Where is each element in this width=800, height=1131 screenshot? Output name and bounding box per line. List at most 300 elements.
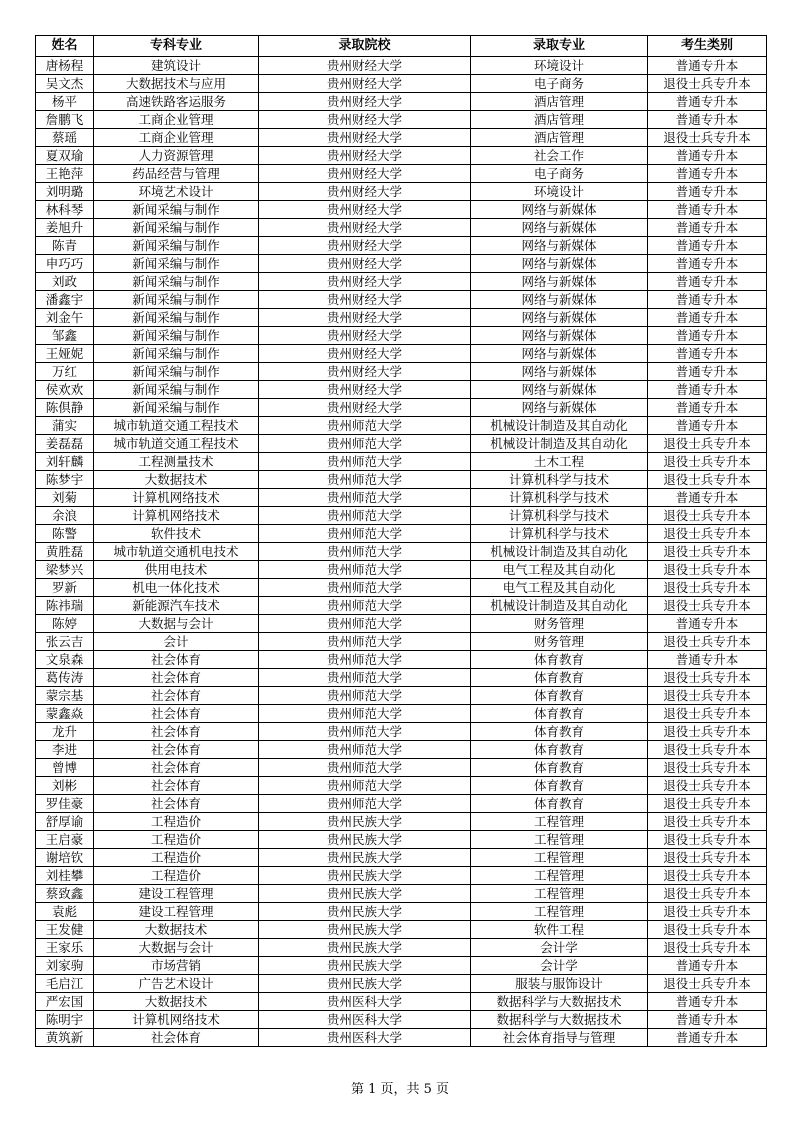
cell-college-major: 新闻采编与制作 xyxy=(94,363,259,381)
cell-admitted-university: 贵州民族大学 xyxy=(259,831,471,849)
table-row xyxy=(36,867,767,885)
table-row xyxy=(36,507,767,525)
cell-candidate-type: 普通专升本 xyxy=(648,309,767,327)
cell-candidate-type: 普通专升本 xyxy=(648,1029,767,1047)
cell-college-major: 社会体育 xyxy=(94,1029,259,1047)
cell-candidate-type: 退役士兵专升本 xyxy=(648,777,767,795)
cell-candidate-type: 退役士兵专升本 xyxy=(648,813,767,831)
cell-name: 侯欢欢 xyxy=(36,381,94,399)
cell-admitted-university: 贵州师范大学 xyxy=(259,561,471,579)
cell-admitted-major: 体育教育 xyxy=(471,651,648,669)
cell-admitted-university: 贵州医科大学 xyxy=(259,993,471,1011)
cell-admitted-university: 贵州民族大学 xyxy=(259,813,471,831)
cell-name: 蒙宗基 xyxy=(36,687,94,705)
cell-admitted-major: 酒店管理 xyxy=(471,111,648,129)
cell-admitted-university: 贵州财经大学 xyxy=(259,327,471,345)
cell-name: 葛传涛 xyxy=(36,669,94,687)
table-row xyxy=(36,687,767,705)
cell-admitted-major: 环境设计 xyxy=(471,183,648,201)
cell-admitted-major: 体育教育 xyxy=(471,705,648,723)
cell-college-major: 大数据技术与应用 xyxy=(94,75,259,93)
cell-name: 刘轩麟 xyxy=(36,453,94,471)
cell-admitted-university: 贵州财经大学 xyxy=(259,165,471,183)
table-row xyxy=(36,903,767,921)
table-row xyxy=(36,165,767,183)
table-row xyxy=(36,1011,767,1029)
cell-admitted-university: 贵州师范大学 xyxy=(259,651,471,669)
cell-candidate-type: 退役士兵专升本 xyxy=(648,741,767,759)
cell-name: 王启豪 xyxy=(36,831,94,849)
cell-name: 蒲实 xyxy=(36,417,94,435)
header-admitted-university: 录取院校 xyxy=(259,36,471,57)
table-row xyxy=(36,471,767,489)
cell-admitted-major: 计算机科学与技术 xyxy=(471,507,648,525)
cell-candidate-type: 退役士兵专升本 xyxy=(648,705,767,723)
cell-college-major: 新闻采编与制作 xyxy=(94,219,259,237)
cell-candidate-type: 普通专升本 xyxy=(648,183,767,201)
cell-admitted-major: 网络与新媒体 xyxy=(471,363,648,381)
cell-college-major: 高速铁路客运服务 xyxy=(94,93,259,111)
cell-admitted-university: 贵州财经大学 xyxy=(259,345,471,363)
cell-candidate-type: 普通专升本 xyxy=(648,291,767,309)
table-row xyxy=(36,255,767,273)
cell-college-major: 建设工程管理 xyxy=(94,885,259,903)
cell-name: 陈明宇 xyxy=(36,1011,94,1029)
cell-candidate-type: 普通专升本 xyxy=(648,615,767,633)
cell-college-major: 环境艺术设计 xyxy=(94,183,259,201)
cell-name: 刘明璐 xyxy=(36,183,94,201)
cell-admitted-university: 贵州师范大学 xyxy=(259,705,471,723)
cell-admitted-major: 网络与新媒体 xyxy=(471,345,648,363)
cell-college-major: 新闻采编与制作 xyxy=(94,309,259,327)
table-row xyxy=(36,453,767,471)
cell-admitted-university: 贵州师范大学 xyxy=(259,471,471,489)
cell-admitted-university: 贵州师范大学 xyxy=(259,759,471,777)
cell-admitted-major: 酒店管理 xyxy=(471,93,648,111)
cell-admitted-major: 网络与新媒体 xyxy=(471,237,648,255)
table-row xyxy=(36,957,767,975)
cell-candidate-type: 普通专升本 xyxy=(648,345,767,363)
cell-college-major: 工商企业管理 xyxy=(94,111,259,129)
cell-college-major: 新能源汽车技术 xyxy=(94,597,259,615)
cell-candidate-type: 退役士兵专升本 xyxy=(648,831,767,849)
cell-admitted-university: 贵州师范大学 xyxy=(259,723,471,741)
cell-college-major: 工程测量技术 xyxy=(94,453,259,471)
cell-admitted-university: 贵州财经大学 xyxy=(259,309,471,327)
cell-candidate-type: 普通专升本 xyxy=(648,273,767,291)
cell-admitted-university: 贵州民族大学 xyxy=(259,921,471,939)
cell-name: 张云吉 xyxy=(36,633,94,651)
cell-admitted-major: 体育教育 xyxy=(471,795,648,813)
cell-candidate-type: 退役士兵专升本 xyxy=(648,903,767,921)
cell-college-major: 社会体育 xyxy=(94,759,259,777)
table-row xyxy=(36,111,767,129)
cell-name: 陈警 xyxy=(36,525,94,543)
cell-admitted-major: 体育教育 xyxy=(471,741,648,759)
table-row xyxy=(36,885,767,903)
cell-candidate-type: 普通专升本 xyxy=(648,327,767,345)
cell-admitted-university: 贵州民族大学 xyxy=(259,903,471,921)
cell-admitted-university: 贵州财经大学 xyxy=(259,273,471,291)
cell-candidate-type: 退役士兵专升本 xyxy=(648,885,767,903)
cell-admitted-university: 贵州财经大学 xyxy=(259,57,471,75)
cell-name: 蔡致鑫 xyxy=(36,885,94,903)
cell-admitted-university: 贵州医科大学 xyxy=(259,1029,471,1047)
cell-admitted-university: 贵州民族大学 xyxy=(259,957,471,975)
cell-admitted-major: 计算机科学与技术 xyxy=(471,489,648,507)
cell-name: 刘家驹 xyxy=(36,957,94,975)
cell-admitted-major: 社会工作 xyxy=(471,147,648,165)
table-row xyxy=(36,921,767,939)
cell-admitted-university: 贵州师范大学 xyxy=(259,615,471,633)
cell-admitted-university: 贵州师范大学 xyxy=(259,795,471,813)
header-college-major: 专科专业 xyxy=(94,36,259,57)
cell-admitted-university: 贵州师范大学 xyxy=(259,633,471,651)
cell-name: 黄胜磊 xyxy=(36,543,94,561)
cell-admitted-major: 网络与新媒体 xyxy=(471,201,648,219)
cell-college-major: 新闻采编与制作 xyxy=(94,201,259,219)
cell-admitted-major: 体育教育 xyxy=(471,777,648,795)
cell-admitted-university: 贵州师范大学 xyxy=(259,453,471,471)
table-row xyxy=(36,345,767,363)
table-row xyxy=(36,489,767,507)
cell-admitted-major: 机械设计制造及其自动化 xyxy=(471,543,648,561)
table-row xyxy=(36,759,767,777)
cell-college-major: 工程造价 xyxy=(94,813,259,831)
cell-candidate-type: 普通专升本 xyxy=(648,57,767,75)
cell-admitted-major: 机械设计制造及其自动化 xyxy=(471,597,648,615)
cell-candidate-type: 退役士兵专升本 xyxy=(648,687,767,705)
cell-admitted-major: 网络与新媒体 xyxy=(471,327,648,345)
header-candidate-type: 考生类别 xyxy=(648,36,767,57)
table-row xyxy=(36,597,767,615)
table-row xyxy=(36,273,767,291)
cell-name: 陈祎瑞 xyxy=(36,597,94,615)
table-row xyxy=(36,147,767,165)
cell-candidate-type: 普通专升本 xyxy=(648,651,767,669)
cell-admitted-major: 数据科学与大数据技术 xyxy=(471,1011,648,1029)
cell-name: 龙升 xyxy=(36,723,94,741)
cell-candidate-type: 普通专升本 xyxy=(648,1011,767,1029)
cell-admitted-university: 贵州师范大学 xyxy=(259,579,471,597)
cell-name: 李进 xyxy=(36,741,94,759)
cell-name: 蒙鑫焱 xyxy=(36,705,94,723)
cell-admitted-major: 体育教育 xyxy=(471,723,648,741)
cell-name: 万红 xyxy=(36,363,94,381)
cell-candidate-type: 退役士兵专升本 xyxy=(648,129,767,147)
table-row xyxy=(36,57,767,75)
cell-name: 舒厚谕 xyxy=(36,813,94,831)
cell-name: 毛启江 xyxy=(36,975,94,993)
cell-admitted-university: 贵州财经大学 xyxy=(259,201,471,219)
cell-admitted-major: 电子商务 xyxy=(471,165,648,183)
cell-admitted-university: 贵州师范大学 xyxy=(259,489,471,507)
cell-admitted-major: 环境设计 xyxy=(471,57,648,75)
cell-name: 余浪 xyxy=(36,507,94,525)
cell-college-major: 城市轨道交通工程技术 xyxy=(94,417,259,435)
cell-college-major: 大数据技术 xyxy=(94,993,259,1011)
cell-name: 罗新 xyxy=(36,579,94,597)
cell-candidate-type: 退役士兵专升本 xyxy=(648,561,767,579)
cell-admitted-major: 网络与新媒体 xyxy=(471,309,648,327)
table-row xyxy=(36,741,767,759)
table-row xyxy=(36,327,767,345)
table-row xyxy=(36,579,767,597)
cell-name: 詹鹏飞 xyxy=(36,111,94,129)
cell-name: 刘政 xyxy=(36,273,94,291)
cell-admitted-university: 贵州财经大学 xyxy=(259,291,471,309)
cell-admitted-major: 网络与新媒体 xyxy=(471,219,648,237)
cell-admitted-major: 会计学 xyxy=(471,957,648,975)
cell-admitted-university: 贵州财经大学 xyxy=(259,111,471,129)
admission-table xyxy=(35,35,767,1047)
cell-admitted-university: 贵州师范大学 xyxy=(259,417,471,435)
table-row xyxy=(36,93,767,111)
cell-candidate-type: 退役士兵专升本 xyxy=(648,939,767,957)
cell-admitted-university: 贵州医科大学 xyxy=(259,1011,471,1029)
cell-college-major: 市场营销 xyxy=(94,957,259,975)
cell-admitted-university: 贵州师范大学 xyxy=(259,543,471,561)
cell-admitted-major: 数据科学与大数据技术 xyxy=(471,993,648,1011)
cell-college-major: 计算机网络技术 xyxy=(94,1011,259,1029)
cell-name: 吴文杰 xyxy=(36,75,94,93)
cell-admitted-university: 贵州财经大学 xyxy=(259,363,471,381)
cell-college-major: 社会体育 xyxy=(94,777,259,795)
cell-college-major: 新闻采编与制作 xyxy=(94,327,259,345)
cell-candidate-type: 普通专升本 xyxy=(648,111,767,129)
cell-college-major: 工程造价 xyxy=(94,867,259,885)
cell-college-major: 城市轨道交通机电技术 xyxy=(94,543,259,561)
cell-admitted-university: 贵州民族大学 xyxy=(259,885,471,903)
table-row xyxy=(36,777,767,795)
cell-college-major: 建筑设计 xyxy=(94,57,259,75)
cell-college-major: 药品经营与管理 xyxy=(94,165,259,183)
cell-name: 陈婷 xyxy=(36,615,94,633)
table-row xyxy=(36,849,767,867)
cell-admitted-major: 工程管理 xyxy=(471,885,648,903)
cell-name: 文泉森 xyxy=(36,651,94,669)
admission-list-sheet xyxy=(35,35,766,1047)
table-row xyxy=(36,201,767,219)
cell-admitted-major: 计算机科学与技术 xyxy=(471,525,648,543)
cell-candidate-type: 退役士兵专升本 xyxy=(648,579,767,597)
table-row xyxy=(36,399,767,417)
cell-admitted-university: 贵州民族大学 xyxy=(259,867,471,885)
cell-admitted-major: 网络与新媒体 xyxy=(471,399,648,417)
cell-college-major: 大数据技术 xyxy=(94,921,259,939)
cell-admitted-major: 软件工程 xyxy=(471,921,648,939)
table-row xyxy=(36,975,767,993)
cell-name: 夏双瑜 xyxy=(36,147,94,165)
cell-admitted-university: 贵州师范大学 xyxy=(259,435,471,453)
table-row xyxy=(36,705,767,723)
cell-candidate-type: 普通专升本 xyxy=(648,237,767,255)
cell-college-major: 社会体育 xyxy=(94,651,259,669)
cell-admitted-major: 工程管理 xyxy=(471,849,648,867)
table-row xyxy=(36,237,767,255)
table-row xyxy=(36,615,767,633)
cell-name: 刘金午 xyxy=(36,309,94,327)
cell-admitted-university: 贵州财经大学 xyxy=(259,129,471,147)
cell-college-major: 大数据与会计 xyxy=(94,939,259,957)
cell-college-major: 软件技术 xyxy=(94,525,259,543)
cell-name: 申巧巧 xyxy=(36,255,94,273)
cell-name: 陈青 xyxy=(36,237,94,255)
table-row xyxy=(36,993,767,1011)
cell-college-major: 供用电技术 xyxy=(94,561,259,579)
cell-candidate-type: 普通专升本 xyxy=(648,399,767,417)
cell-college-major: 大数据技术 xyxy=(94,471,259,489)
cell-admitted-university: 贵州师范大学 xyxy=(259,777,471,795)
cell-college-major: 新闻采编与制作 xyxy=(94,255,259,273)
cell-admitted-major: 土木工程 xyxy=(471,453,648,471)
table-row xyxy=(36,1029,767,1047)
cell-admitted-major: 网络与新媒体 xyxy=(471,381,648,399)
header-name: 姓名 xyxy=(36,36,94,57)
cell-name: 刘菊 xyxy=(36,489,94,507)
cell-college-major: 建设工程管理 xyxy=(94,903,259,921)
cell-admitted-university: 贵州财经大学 xyxy=(259,381,471,399)
cell-name: 邹鑫 xyxy=(36,327,94,345)
cell-college-major: 城市轨道交通工程技术 xyxy=(94,435,259,453)
cell-name: 陈倶静 xyxy=(36,399,94,417)
cell-name: 唐杨程 xyxy=(36,57,94,75)
cell-candidate-type: 退役士兵专升本 xyxy=(648,633,767,651)
cell-admitted-university: 贵州民族大学 xyxy=(259,939,471,957)
cell-admitted-university: 贵州师范大学 xyxy=(259,525,471,543)
cell-admitted-university: 贵州财经大学 xyxy=(259,237,471,255)
cell-admitted-university: 贵州财经大学 xyxy=(259,75,471,93)
cell-admitted-university: 贵州财经大学 xyxy=(259,219,471,237)
table-row xyxy=(36,381,767,399)
cell-college-major: 新闻采编与制作 xyxy=(94,291,259,309)
cell-admitted-major: 电气工程及其自动化 xyxy=(471,579,648,597)
cell-college-major: 机电一体化技术 xyxy=(94,579,259,597)
table-row xyxy=(36,633,767,651)
cell-college-major: 社会体育 xyxy=(94,723,259,741)
cell-college-major: 新闻采编与制作 xyxy=(94,381,259,399)
cell-candidate-type: 普通专升本 xyxy=(648,201,767,219)
table-row xyxy=(36,435,767,453)
cell-candidate-type: 退役士兵专升本 xyxy=(648,849,767,867)
cell-candidate-type: 退役士兵专升本 xyxy=(648,75,767,93)
cell-candidate-type: 退役士兵专升本 xyxy=(648,669,767,687)
cell-admitted-university: 贵州财经大学 xyxy=(259,399,471,417)
table-row xyxy=(36,363,767,381)
cell-candidate-type: 退役士兵专升本 xyxy=(648,435,767,453)
cell-candidate-type: 普通专升本 xyxy=(648,363,767,381)
header-admitted-major: 录取专业 xyxy=(471,36,648,57)
cell-college-major: 工程造价 xyxy=(94,849,259,867)
cell-name: 姜旭升 xyxy=(36,219,94,237)
cell-college-major: 社会体育 xyxy=(94,795,259,813)
table-row xyxy=(36,651,767,669)
cell-college-major: 社会体育 xyxy=(94,687,259,705)
cell-admitted-major: 财务管理 xyxy=(471,615,648,633)
cell-college-major: 社会体育 xyxy=(94,705,259,723)
cell-college-major: 工程造价 xyxy=(94,831,259,849)
cell-name: 罗佳豪 xyxy=(36,795,94,813)
cell-name: 黄筑新 xyxy=(36,1029,94,1047)
cell-college-major: 大数据与会计 xyxy=(94,615,259,633)
cell-admitted-major: 会计学 xyxy=(471,939,648,957)
cell-college-major: 社会体育 xyxy=(94,669,259,687)
table-row xyxy=(36,525,767,543)
cell-admitted-major: 工程管理 xyxy=(471,867,648,885)
cell-candidate-type: 退役士兵专升本 xyxy=(648,597,767,615)
cell-admitted-major: 网络与新媒体 xyxy=(471,255,648,273)
table-body xyxy=(36,57,767,1047)
cell-name: 袁彪 xyxy=(36,903,94,921)
cell-admitted-major: 服装与服饰设计 xyxy=(471,975,648,993)
table-row xyxy=(36,723,767,741)
cell-candidate-type: 退役士兵专升本 xyxy=(648,525,767,543)
cell-admitted-major: 财务管理 xyxy=(471,633,648,651)
table-row xyxy=(36,561,767,579)
cell-admitted-university: 贵州师范大学 xyxy=(259,741,471,759)
cell-admitted-major: 机械设计制造及其自动化 xyxy=(471,435,648,453)
cell-candidate-type: 退役士兵专升本 xyxy=(648,471,767,489)
cell-admitted-university: 贵州民族大学 xyxy=(259,849,471,867)
table-row xyxy=(36,831,767,849)
cell-college-major: 新闻采编与制作 xyxy=(94,273,259,291)
cell-name: 谢培钦 xyxy=(36,849,94,867)
cell-admitted-university: 贵州师范大学 xyxy=(259,507,471,525)
cell-college-major: 新闻采编与制作 xyxy=(94,237,259,255)
cell-college-major: 社会体育 xyxy=(94,741,259,759)
cell-candidate-type: 退役士兵专升本 xyxy=(648,867,767,885)
cell-candidate-type: 退役士兵专升本 xyxy=(648,543,767,561)
cell-name: 王娅妮 xyxy=(36,345,94,363)
cell-candidate-type: 退役士兵专升本 xyxy=(648,795,767,813)
cell-admitted-major: 酒店管理 xyxy=(471,129,648,147)
cell-candidate-type: 退役士兵专升本 xyxy=(648,921,767,939)
cell-candidate-type: 普通专升本 xyxy=(648,957,767,975)
table-row xyxy=(36,939,767,957)
cell-name: 王艳萍 xyxy=(36,165,94,183)
table-row xyxy=(36,291,767,309)
cell-admitted-major: 网络与新媒体 xyxy=(471,291,648,309)
cell-candidate-type: 退役士兵专升本 xyxy=(648,507,767,525)
cell-admitted-university: 贵州财经大学 xyxy=(259,147,471,165)
cell-name: 潘鑫宇 xyxy=(36,291,94,309)
cell-name: 陈梦宇 xyxy=(36,471,94,489)
cell-admitted-university: 贵州财经大学 xyxy=(259,93,471,111)
cell-candidate-type: 普通专升本 xyxy=(648,489,767,507)
table-row xyxy=(36,417,767,435)
cell-admitted-university: 贵州师范大学 xyxy=(259,669,471,687)
cell-college-major: 计算机网络技术 xyxy=(94,489,259,507)
table-row xyxy=(36,669,767,687)
cell-name: 林科琴 xyxy=(36,201,94,219)
cell-college-major: 新闻采编与制作 xyxy=(94,345,259,363)
cell-admitted-major: 体育教育 xyxy=(471,759,648,777)
cell-candidate-type: 普通专升本 xyxy=(648,993,767,1011)
cell-college-major: 会计 xyxy=(94,633,259,651)
cell-name: 梁梦兴 xyxy=(36,561,94,579)
cell-admitted-university: 贵州民族大学 xyxy=(259,975,471,993)
cell-admitted-major: 网络与新媒体 xyxy=(471,273,648,291)
page-footer: 第 1 页，共 5 页 xyxy=(350,1082,450,1097)
cell-admitted-major: 工程管理 xyxy=(471,831,648,849)
cell-candidate-type: 普通专升本 xyxy=(648,219,767,237)
table-row xyxy=(36,309,767,327)
cell-candidate-type: 普通专升本 xyxy=(648,381,767,399)
cell-candidate-type: 退役士兵专升本 xyxy=(648,975,767,993)
cell-college-major: 计算机网络技术 xyxy=(94,507,259,525)
cell-name: 杨平 xyxy=(36,93,94,111)
cell-admitted-major: 社会体育指导与管理 xyxy=(471,1029,648,1047)
